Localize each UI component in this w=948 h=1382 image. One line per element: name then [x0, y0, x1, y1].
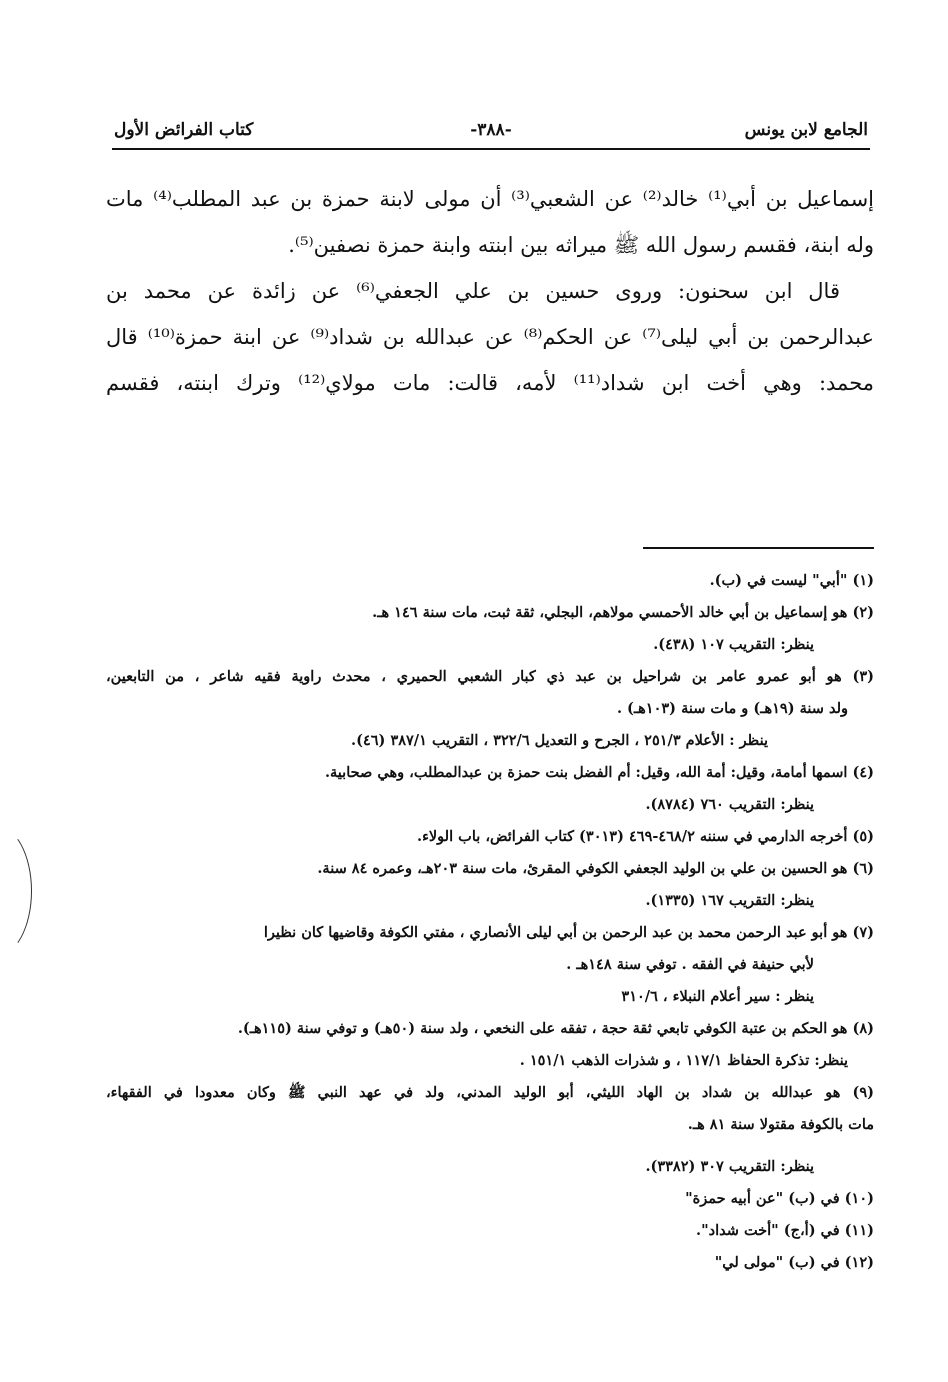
footnote: (١٠) في (ب) "عن أبيه حمزة": [685, 1190, 874, 1207]
body-line: محمد: وهي أخت ابن شداد⁽¹¹⁾ لأمه، قالت: مات مولاي⁽¹²⁾ وترك ابنته، فقسم: [106, 371, 874, 395]
spacer: [106, 1141, 874, 1151]
header-book-title: الجامع لابن يونس: [744, 120, 868, 140]
footnote-reference: ينظر: التقريب ١٦٧ (١٣٣٥).: [645, 892, 814, 909]
footnote-separator: [643, 547, 874, 549]
page-header: [112, 112, 870, 150]
footnote: (٦) هو الحسين بن علي بن الوليد الجعفي الكوفي المقرئ، مات سنة ٢٠٣هـ، وعمره ٨٤ سنة.: [317, 860, 874, 877]
body-line: وله ابنة، فقسم رسول الله ﷺ ميراثه بين ابنته وابنة حمزة نصفين⁽⁵⁾.: [288, 233, 874, 257]
footnote-reference: ينظر: التقريب ٣٠٧ (٣٣٨٢).: [645, 1158, 814, 1175]
body-line: إسماعيل بن أبي⁽¹⁾ خالد⁽²⁾ عن الشعبي⁽³⁾ أن مولى لابنة حمزة بن عبد المطلب⁽⁴⁾ مات: [106, 187, 875, 211]
footnote-continuation: لأبي حنيفة في الفقه . توفي سنة ١٤٨هـ .: [566, 956, 814, 973]
footnote: (١٢) في (ب) "مولى لي": [714, 1254, 874, 1271]
body-line: عبدالرحمن بن أبي ليلى⁽⁷⁾ عن الحكم⁽⁸⁾ عن عبدالله بن شداد⁽⁹⁾ عن ابنة حمزة⁽¹⁰⁾ قال: [106, 325, 874, 349]
footnote-continuation: ولد سنة (١٩هـ) و مات سنة (١٠٣هـ) .: [616, 700, 848, 717]
footnote-reference: ينظر: التقريب ١٠٧ (٤٣٨).: [653, 636, 814, 653]
footnote-reference: ينظر: التقريب ٧٦٠ (٨٧٨٤).: [645, 796, 814, 813]
footnote-continuation: مات بالكوفة مقتولا سنة ٨١ هـ.: [687, 1116, 874, 1133]
footnote: (١) "أبي" ليست في (ب).: [709, 572, 874, 589]
footnote: (١١) في (أ،ج) "أخت شداد".: [696, 1222, 874, 1239]
footnote: (٩) هو عبدالله بن شداد بن الهاد الليثي، أبو الوليد المدني، ولد في عهد النبي ﷺ وكان معدودا في الفقهاء،: [106, 1084, 874, 1101]
footnote: (٥) أخرجه الدارمي في سننه ٤٦٨/٢-٤٦٩ (٣٠١٣) كتاب الفرائض، باب الولاء.: [417, 828, 874, 845]
scan-margin-mark: [0, 825, 32, 957]
footnote: (٧) هو أبو عبد الرحمن محمد بن عبد الرحمن بن أبي ليلى الأنصاري ، مفتي الكوفة وقاضيها كان نظيرا: [263, 924, 874, 941]
main-text: [106, 176, 874, 406]
footnote: (٣) هو أبو عمرو عامر بن شراحيل بن عبد ذي كبار الشعبي الحميري ، محدث راوية فقيه شاعر ، من التابعين،: [106, 668, 874, 685]
footnote: (٤) اسمها أمامة، وقيل: أمة الله، وقيل: أم الفضل بنت حمزة بن عبدالمطلب، وهي صحابية.: [324, 764, 874, 781]
body-line: قال ابن سحنون: وروى حسين بن علي الجعفي⁽⁶⁾ عن زائدة عن محمد بن: [106, 279, 840, 303]
footnote: (٢) هو إسماعيل بن أبي خالد الأحمسي مولاهم، البجلي، ثقة ثبت، مات سنة ١٤٦ هـ.: [372, 604, 874, 621]
footnote: (٨) هو الحكم بن عتبة الكوفي تابعي ثقة حجة ، تفقه على النخعي ، ولد سنة (٥٠هـ) و توفي سنة (١١٥هـ).: [237, 1020, 874, 1037]
header-chapter-title: كتاب الفرائض الأول: [114, 120, 254, 140]
footnote-reference: ينظر: تذكرة الحفاظ ١١٧/١ ، و شذرات الذهب ١٥١/١ .: [519, 1052, 848, 1069]
page-number: -٣٨٨-: [470, 120, 512, 140]
footnote-reference: ينظر : الأعلام ٢٥١/٣ ، الجرح و التعديل ٣٢٢/٦ ، التقريب ٣٨٧/١ (٤٦).: [351, 732, 768, 749]
footnotes: [106, 565, 874, 1279]
footnote-reference: ينظر : سير أعلام النبلاء ، ٣١٠/٦: [621, 988, 814, 1005]
